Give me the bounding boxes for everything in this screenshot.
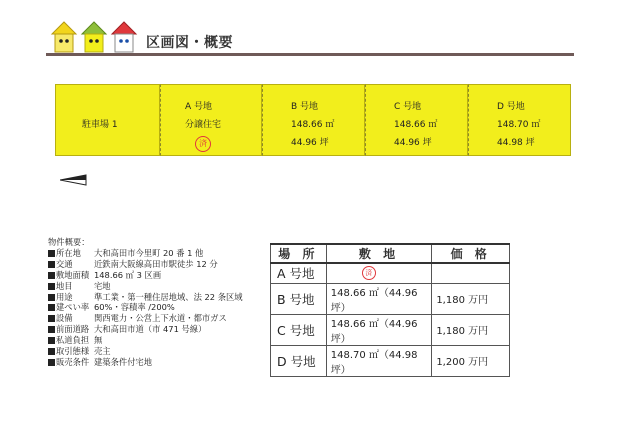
overview-item-value: 大和高田市今里町 20 番 1 他 [94, 247, 204, 258]
lot-parking [55, 84, 160, 156]
overview-item-value: 建築条件付宅地 [94, 356, 153, 367]
overview-item-value: 無 [94, 335, 103, 346]
overview-item-value: 宅地 [94, 280, 111, 291]
header-site: 敷 地 [326, 244, 432, 263]
lot-label: 駐車場 1 [82, 120, 118, 130]
lot-label: A 号地 [185, 102, 213, 112]
overview-item-label: 販売条件 [56, 356, 90, 367]
overview-item [48, 346, 243, 357]
header-price: 価 格 [432, 244, 510, 263]
house-red-roof-icon [112, 22, 136, 52]
overview-item-label: 用途 [56, 291, 73, 302]
overview-item-label: 建ぺい率 [56, 302, 90, 313]
price-table [270, 243, 510, 377]
header-place: 場 所 [271, 244, 327, 263]
row-price [432, 263, 510, 283]
overview-item-label: 地目 [56, 280, 73, 291]
sold-stamp: 済 [362, 266, 376, 280]
lot-label: C 号地 [394, 102, 422, 112]
overview-item [48, 270, 243, 281]
lot-c [365, 84, 468, 156]
lot-area-sqm: 148.70 ㎡ [497, 120, 541, 130]
bullet-square-icon [48, 304, 55, 311]
lot-area-sqm: 148.66 ㎡ [291, 120, 335, 130]
overview-item [48, 324, 243, 335]
overview-item [48, 248, 243, 259]
row-site [326, 263, 432, 283]
bullet-square-icon [48, 250, 55, 257]
row-place: C 号地 [271, 314, 327, 345]
north-arrow-icon [60, 174, 88, 186]
overview-item-label: 取引態様 [56, 346, 90, 357]
overview-item [48, 259, 243, 270]
lot-area-tsubo: 44.98 坪 [497, 138, 535, 148]
row-site: 148.70 ㎡（44.98 坪） [326, 345, 432, 376]
bullet-square-icon [48, 337, 55, 344]
lot-plan [55, 84, 571, 156]
sold-stamp: 済 [195, 136, 211, 152]
overview-title: 物件概要： [48, 237, 90, 247]
row-place: D 号地 [271, 345, 327, 376]
overview-item [48, 292, 243, 303]
property-overview [48, 237, 243, 368]
table-row [271, 314, 510, 345]
overview-item [48, 335, 243, 346]
bullet-square-icon [48, 261, 55, 268]
bullet-square-icon [48, 359, 55, 366]
lot-a [160, 84, 262, 156]
bullet-square-icon [48, 272, 55, 279]
overview-item-label: 前面道路 [56, 324, 90, 335]
overview-item-label: 交通 [56, 258, 73, 269]
overview-item-value: 148.66 ㎡ 3 区画 [94, 269, 162, 280]
page-title: 区画図・概要 [146, 35, 233, 51]
row-price: 1,180 万円 [432, 314, 510, 345]
overview-item [48, 313, 243, 324]
overview-item [48, 357, 243, 368]
overview-item [48, 281, 243, 292]
overview-item-label: 私道負担 [56, 335, 90, 346]
overview-item-value: 60%・容積率 /200% [94, 302, 175, 313]
lot-status: 分譲住宅 [185, 120, 222, 130]
overview-item-value: 関西電力・公営上下水道・都市ガス [94, 313, 227, 324]
row-site: 148.66 ㎡（44.96 坪） [326, 283, 432, 314]
house-yellow-icon [52, 22, 76, 52]
lot-b [262, 84, 365, 156]
lot-area-tsubo: 44.96 坪 [291, 138, 329, 148]
bullet-square-icon [48, 315, 55, 322]
house-logo-icons [50, 20, 140, 56]
bullet-square-icon [48, 283, 55, 290]
overview-item-label: 所在地 [56, 247, 81, 258]
lot-label: D 号地 [497, 102, 525, 112]
overview-item [48, 302, 243, 313]
bullet-square-icon [48, 348, 55, 355]
lot-d [468, 84, 571, 156]
lot-area-sqm: 148.66 ㎡ [394, 120, 438, 130]
lot-label: B 号地 [291, 102, 319, 112]
lot-area-tsubo: 44.96 坪 [394, 138, 432, 148]
bullet-square-icon [48, 294, 55, 301]
row-place: B 号地 [271, 283, 327, 314]
overview-item-label: 敷地面積 [56, 269, 90, 280]
table-row [271, 283, 510, 314]
row-place: A 号地 [271, 263, 327, 283]
table-row [271, 263, 510, 283]
bullet-square-icon [48, 326, 55, 333]
row-site: 148.66 ㎡（44.96 坪） [326, 314, 432, 345]
house-yellow-icon [82, 22, 106, 52]
row-price: 1,180 万円 [432, 283, 510, 314]
overview-item-value: 近鉄南大阪線高田市駅徒歩 12 分 [94, 258, 218, 269]
overview-item-label: 設備 [56, 313, 73, 324]
title-divider [46, 53, 574, 56]
row-price: 1,200 万円 [432, 345, 510, 376]
overview-item-value: 売主 [94, 346, 111, 357]
overview-item-value: 大和高田市道（市 471 号線） [94, 324, 207, 335]
overview-item-value: 準工業・第一種住居地域、法 22 条区域 [94, 291, 243, 302]
table-row [271, 345, 510, 376]
